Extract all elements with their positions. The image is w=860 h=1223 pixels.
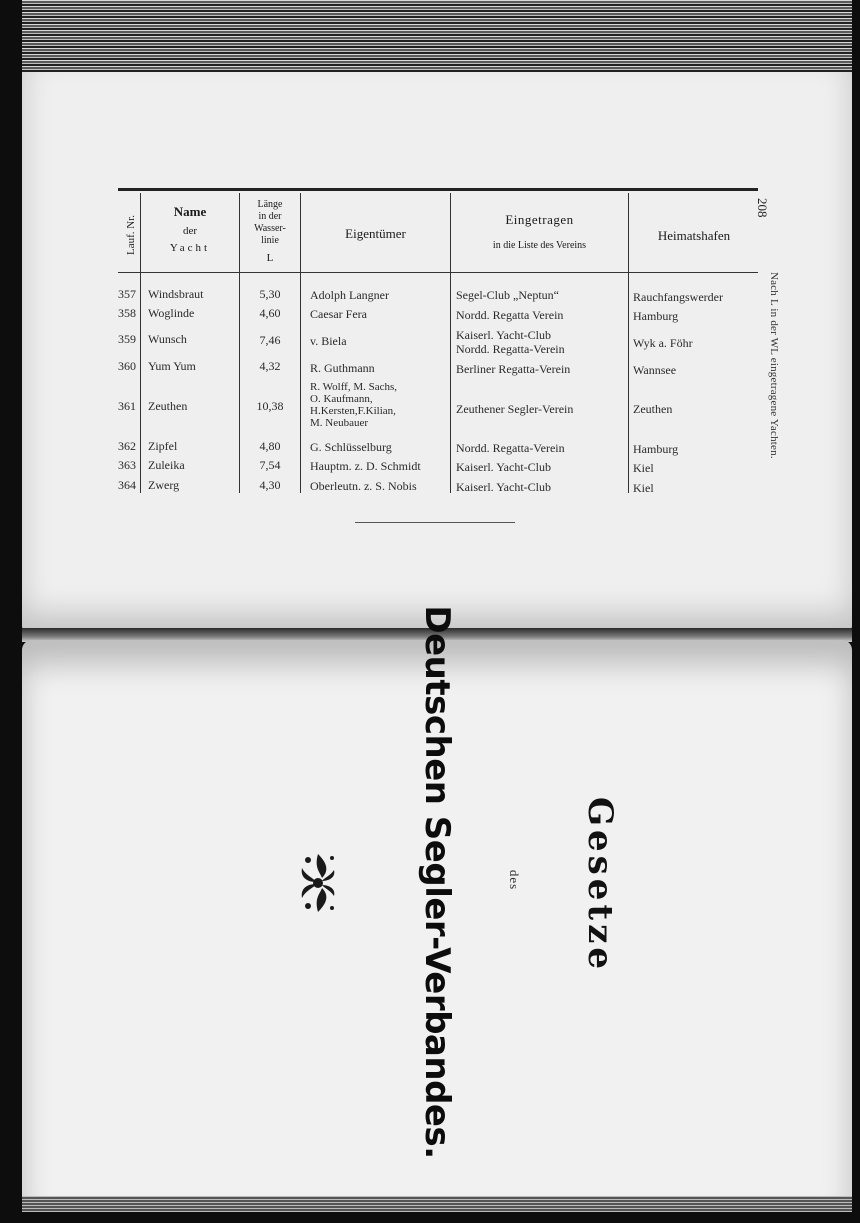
header-laenge-wasser: Wasser- xyxy=(254,223,286,234)
column-divider xyxy=(140,193,141,493)
row-357-verein: Segel-Club „Neptun“ xyxy=(456,288,559,302)
row-359-name: Wunsch xyxy=(148,332,187,346)
row-361-owner-4: M. Neubauer xyxy=(310,417,369,429)
row-364-verein: Kaiserl. Yacht-Club xyxy=(456,480,551,494)
row-360-name: Yum Yum xyxy=(148,359,196,373)
row-361-owner-3: H.Kersten,F.Kilian, xyxy=(310,405,396,417)
row-361-name: Zeuthen xyxy=(148,399,188,413)
header-heimatshafen: Heimatshafen xyxy=(657,228,731,243)
row-357-hafen: Rauchfangswerder xyxy=(633,290,723,304)
row-360-verein: Berliner Regatta-Verein xyxy=(456,362,571,376)
column-divider xyxy=(450,193,451,493)
row-358-verein: Nordd. Regatta Verein xyxy=(456,308,564,322)
title-verband: Deutschen Segler-Verbandes. xyxy=(417,605,457,1159)
header-name-yacht: Yacht xyxy=(169,242,211,254)
row-357-name: Windsbraut xyxy=(148,287,204,301)
header-name: Name xyxy=(173,204,207,219)
row-358-name: Woglinde xyxy=(148,306,195,320)
column-divider xyxy=(628,193,629,493)
row-357-nr: 357 xyxy=(118,287,136,301)
header-laenge: Länge xyxy=(257,199,283,210)
row-361-owner-2: O. Kaufmann, xyxy=(310,393,373,405)
row-363-laenge: 7,54 xyxy=(259,458,281,472)
row-360-nr: 360 xyxy=(118,359,136,373)
header-laenge-l: L xyxy=(266,252,274,264)
row-360-hafen: Wannsee xyxy=(633,363,677,377)
row-361-nr: 361 xyxy=(118,399,136,413)
row-357-owner: Adolph Langner xyxy=(310,288,389,302)
book-bottom-edge xyxy=(22,1196,852,1212)
row-360-owner: R. Guthmann xyxy=(310,361,375,375)
row-358-hafen: Hamburg xyxy=(633,309,679,323)
row-362-owner: G. Schlüsselburg xyxy=(310,440,392,454)
row-363-name: Zuleika xyxy=(148,458,185,472)
row-360-laenge: 4,32 xyxy=(259,359,281,373)
title-gesetze: Gesetze xyxy=(580,796,620,974)
table-header-rule xyxy=(118,272,758,273)
row-361-owner-1: R. Wolff, M. Sachs, xyxy=(310,381,398,393)
header-laenge-linie: linie xyxy=(261,235,279,246)
row-357-laenge: 5,30 xyxy=(259,287,281,301)
row-363-verein: Kaiserl. Yacht-Club xyxy=(456,460,551,474)
row-358-owner: Caesar Fera xyxy=(310,307,367,321)
row-359-verein-2: Nordd. Regatta-Verein xyxy=(456,342,565,356)
row-358-nr: 358 xyxy=(118,306,136,320)
book-page-edges xyxy=(22,0,852,80)
row-363-nr: 363 xyxy=(118,458,136,472)
row-359-verein-1: Kaiserl. Yacht-Club xyxy=(456,328,551,342)
row-358-laenge: 4,60 xyxy=(259,306,281,320)
row-364-hafen: Kiel xyxy=(633,481,654,495)
row-362-name: Zipfel xyxy=(148,439,178,453)
row-364-nr: 364 xyxy=(118,478,136,492)
row-359-nr: 359 xyxy=(118,332,136,346)
row-363-hafen: Kiel xyxy=(633,461,654,475)
side-caption: Nach L in der WL eingetragene Yachten. xyxy=(768,272,780,459)
row-364-name: Zwerg xyxy=(148,478,180,492)
header-eingetragen-liste: in die Liste des Vereins xyxy=(492,240,587,251)
header-eingetragen: Eingetragen xyxy=(505,212,574,227)
row-364-laenge: 4,30 xyxy=(259,478,281,492)
row-364-owner: Oberleutn. z. S. Nobis xyxy=(310,479,417,493)
page-number: 208 xyxy=(755,198,770,218)
row-363-owner: Hauptm. z. D. Schmidt xyxy=(310,459,421,473)
row-362-verein: Nordd. Regatta-Verein xyxy=(456,441,565,455)
row-359-laenge: 7,46 xyxy=(259,333,281,347)
top-page xyxy=(22,72,852,632)
header-lauf-nr: Lauf. Nr. xyxy=(125,215,137,256)
title-des: des xyxy=(507,869,522,891)
row-361-verein: Zeuthener Segler-Verein xyxy=(456,402,574,416)
row-359-owner: v. Biela xyxy=(310,334,347,348)
header-eigentuemer: Eigentümer xyxy=(345,226,406,241)
header-name-der: der xyxy=(182,225,198,237)
row-362-hafen: Hamburg xyxy=(633,442,679,456)
row-362-laenge: 4,80 xyxy=(259,439,281,453)
header-laenge-in-der: in der xyxy=(258,211,282,222)
floral-ornament-icon xyxy=(296,848,340,918)
row-361-laenge: 10,38 xyxy=(256,399,284,413)
row-359-hafen: Wyk a. Föhr xyxy=(633,336,693,350)
table-top-rule xyxy=(118,188,758,191)
section-divider xyxy=(355,522,515,523)
row-361-hafen: Zeuthen xyxy=(633,402,673,416)
row-362-nr: 362 xyxy=(118,439,136,453)
